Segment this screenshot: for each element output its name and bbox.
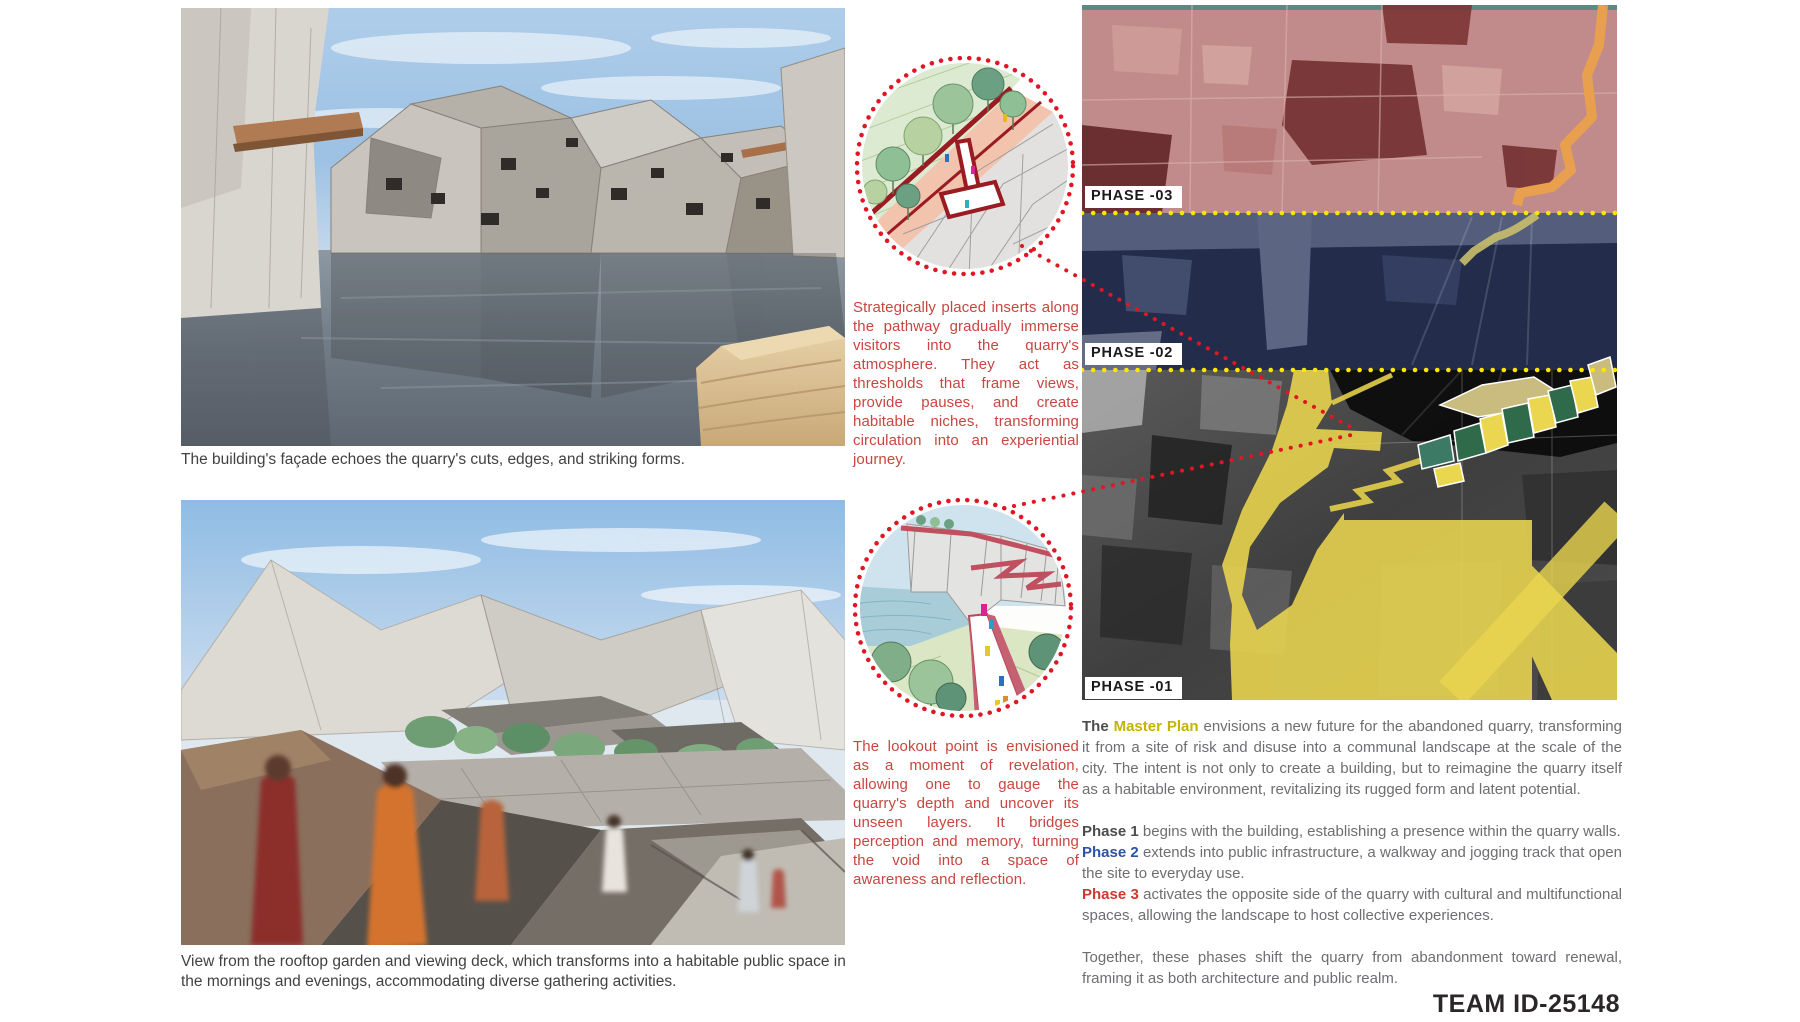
- masterplan-phasing-map: [1082, 5, 1617, 700]
- phase-name: Phase 2: [1082, 844, 1139, 861]
- team-id: TEAM ID-25148: [1432, 990, 1620, 1018]
- intro-the: The: [1082, 718, 1114, 735]
- phase-paragraph: Phase 2 extends into public infrastructure, a walkway and jogging track that open the site to everyday use.: [1082, 844, 1622, 882]
- phase-3-label: PHASE -03: [1085, 186, 1182, 208]
- render-rooftop-garden: [181, 500, 845, 945]
- masterplan-highlight: Master Plan: [1113, 718, 1199, 735]
- phase-paragraphs: [1082, 821, 1622, 926]
- render-quarry-facade-graphic: [181, 8, 845, 446]
- phase-paragraph: Phase 3 activates the opposite side of the quarry with cultural and multifunctional spaces, allowing the landscape to host collective experiences.: [1082, 886, 1622, 924]
- lookout-annotation-text: The lookout point is envisioned as a moment of revelation, allowing one to gauge the quarry's depth and uncover its unseen layers. It bridges perception and memory, turning the void into a space of awareness and reflection.: [853, 738, 1079, 888]
- phase-2-label: PHASE -02: [1085, 343, 1182, 365]
- render2-caption: View from the rooftop garden and viewing deck, which transforms into a habitable public space in the mornings and evenings, accommodating diverse gathering activities.: [181, 953, 846, 990]
- insert-annotation-text: Strategically placed inserts along the pathway gradually immerse visitors into the quarry's atmosphere. They act as thresholds that frame views, provide pauses, and create habitable niches, transforming circulation into an experiential journey.: [853, 299, 1079, 468]
- diagram-pathway-insert: [853, 54, 1077, 278]
- render-rooftop-garden-graphic: [181, 500, 845, 945]
- masterplan-intro: [1082, 716, 1622, 800]
- masterplan-closing: Together, these phases shift the quarry from abandonment toward renewal, framing it as both architecture and public realm.: [1082, 949, 1622, 987]
- intro-rest: envisions a new future for the abandoned quarry, transforming it from a site of risk and disuse into a communal landscape at the scale of the city. The intent is not only to create a building, but to reimagine the quarry itself as a habitable environment, revitalizing its rugged form and latent potential.: [1082, 718, 1622, 798]
- masterplan-text-block: [1082, 716, 1622, 989]
- render1-caption: The building's façade echoes the quarry's cuts, edges, and striking forms.: [181, 451, 685, 468]
- phase-name: Phase 1: [1082, 823, 1139, 840]
- diagram-lookout-point: [851, 496, 1075, 720]
- render-quarry-facade: [181, 8, 845, 446]
- phase-name: Phase 3: [1082, 886, 1139, 903]
- phase-paragraph: Phase 1 begins with the building, establishing a presence within the quarry walls.: [1082, 823, 1621, 840]
- phase-1-label: PHASE -01: [1085, 677, 1182, 699]
